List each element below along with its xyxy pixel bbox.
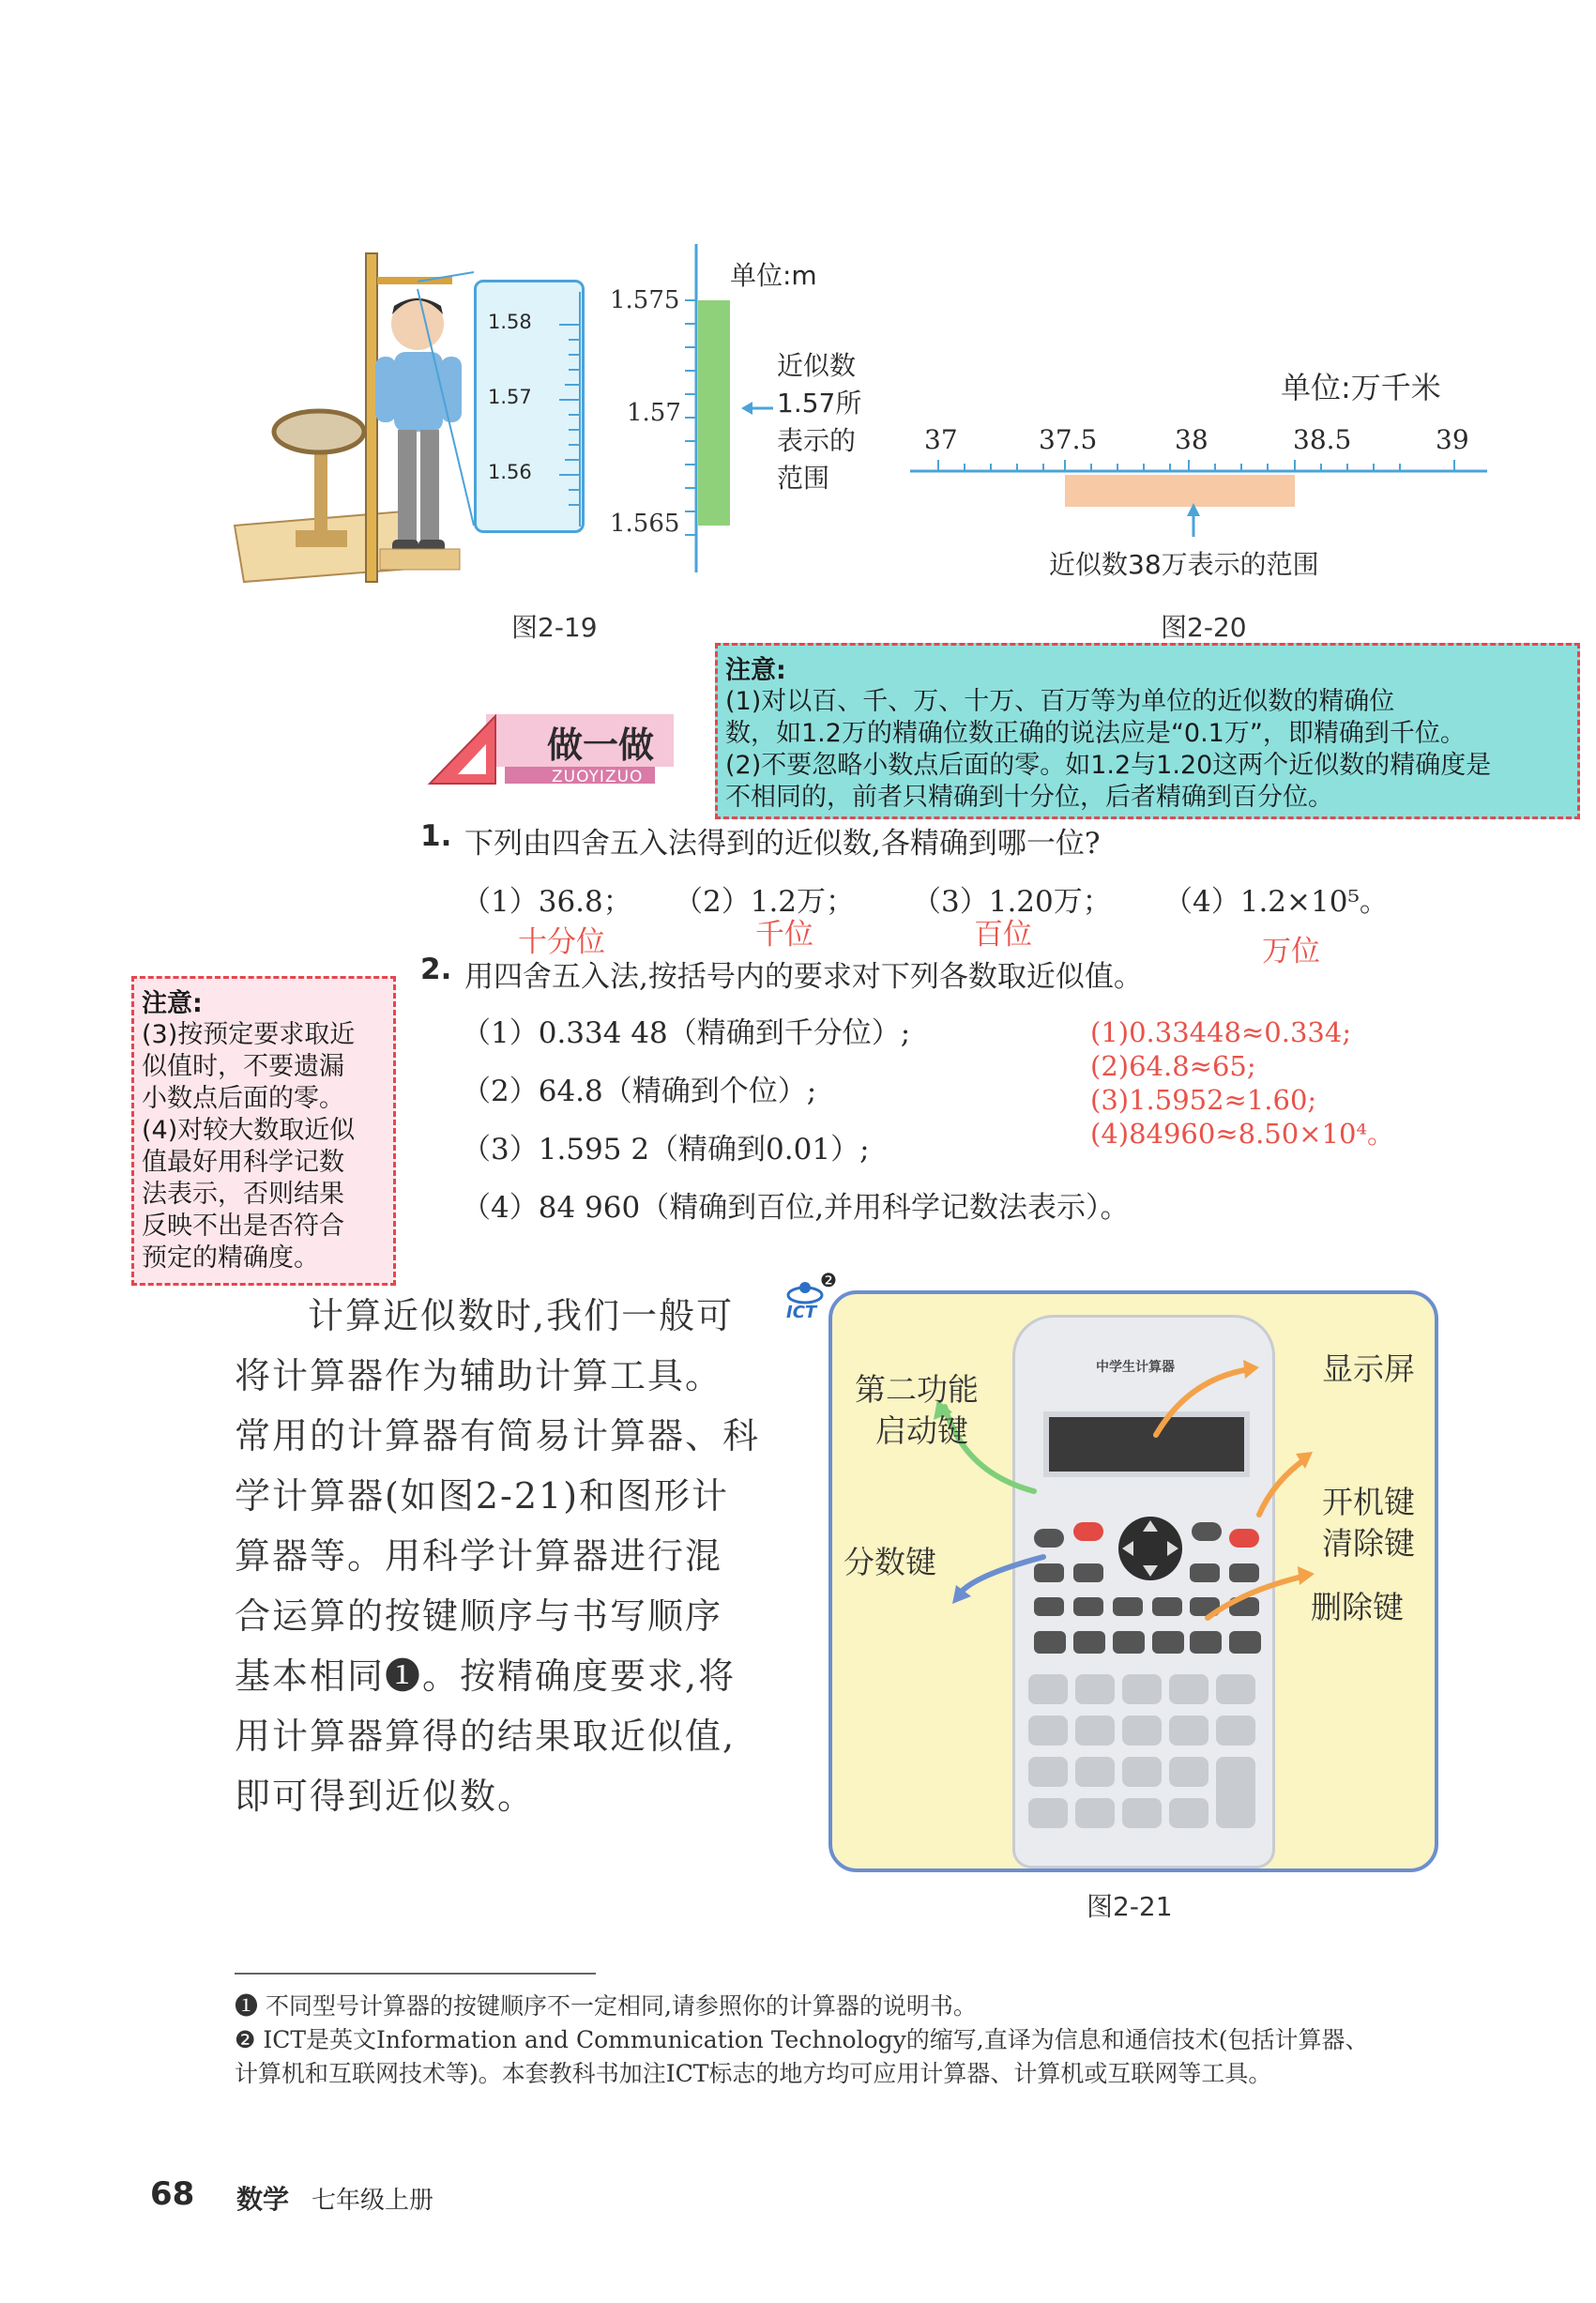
q2-item-4: （4）84 960（精确到百位,并用科学记数法表示）。 [462,1191,1130,1225]
ict-text: ICT [786,1303,817,1322]
q1-number: 1. [420,819,452,853]
fig219-annotation: 近似数 1.57所 表示的 范围 [777,350,862,494]
ruler-label-2: 1.57 [488,386,532,408]
footnote-2: ❷ ICT是英文Information and Communication Technology的缩写,直译为信息和通信技术(包括计算器、 [235,2026,1369,2053]
footnotes [235,1990,1473,2091]
footnote-divider [235,1973,596,1975]
q1-answer-2: 千位 [755,918,813,952]
fig221-caption: 图2-21 [1087,1891,1173,1922]
page-number: 68 [150,2175,195,2213]
scale-label-top: 1.575 [610,286,680,314]
q1-item-4: （4）1.2×10⁵。 [1163,885,1389,919]
q2-answers: (1)0.33448≈0.334; (2)64.8≈65; (3)1.5952≈1.60; (4)84960≈8.50×10⁴。 [1090,1016,1395,1150]
body-paragraph: 计算近似数时,我们一般可 将计算器作为辅助计算工具。 常用的计算器有简易计算器、科 学计算器(如图2-21)和图形计 算器等。用科学计算器进行混 合运算的按键顺序与书写顺序 基本相同❶。按精确度要求,将 用计算器算得的结果取近似值, 即可得到近似数。 [235,1295,761,1817]
note-top-line-1: (1)对以百、千、万、十万、百万等为单位的近似数的精确位 [725,687,1395,716]
note-top [715,643,1580,819]
note-left-title: 注意: [142,989,203,1018]
footnote-1: ❶ 不同型号计算器的按键顺序不一定相同,请参照你的计算器的说明书。 [235,1992,977,2020]
fig219-caption: 图2-19 [511,612,598,643]
vertical-scale [685,244,741,582]
callout-delete: 删除键 [1311,1589,1404,1625]
triangle-ruler-icon [420,709,505,788]
fig220-tick-37: 37 [924,424,958,455]
q1-answer-3: 百位 [974,918,1032,952]
callout-display: 显示屏 [1322,1350,1415,1387]
scale-label-mid: 1.57 [627,399,681,427]
fig220-caption: 图2-20 [1161,612,1247,643]
q2-item-2: （2）64.8（精确到个位）; [462,1075,817,1108]
callout-second-fn: 第二功能 启动键 [855,1371,979,1449]
calculator-brand: 中学生计算器 [1096,1360,1175,1375]
magnified-ruler [474,280,585,533]
ruler-ticks [552,292,584,526]
footnote-2-cont: 计算机和互联网技术等)。本套教科书加注ICT标志的地方均可应用计算器、计算机或互联网等工具。 [235,2060,1272,2087]
note-top-line-2: 数，如1.2万的精确位数正确的说法应是“0.1万”，即精确到千位。 [725,719,1466,748]
ruler-label-3: 1.56 [488,461,532,483]
banner-title: 做一做 [547,724,655,766]
q1-answer-1: 十分位 [518,925,605,959]
fig220-tick-37.5: 37.5 [1039,424,1098,455]
note-top-line-3: (2)不要忽略小数点后面的零。如1.2与1.20这两个近似数的精确度是 [725,751,1492,780]
callout-power: 开机键 清除键 [1322,1484,1415,1562]
note-left: 注意: (3)按预定要求取近 似值时，不要遗漏 小数点后面的零。 (4)对较大数取近似 值最好用科学记数 法表示，否则结果 反映不出是否符合 预定的精确度。 [131,976,396,1286]
q1-item-2: （2）1.2万； [674,885,856,919]
scale-label-bottom: 1.565 [610,510,680,538]
footer-grade: 七年级上册 [312,2187,434,2215]
calculator-figure [828,1290,1438,1872]
footer-subject: 数学 [236,2184,290,2215]
left-arrow-icon [741,399,775,418]
callout-fraction: 分数键 [844,1544,936,1580]
q1-item-3: （3）1.20万； [912,885,1112,919]
fig220-label: 近似数38万表示的范围 [1049,549,1319,580]
note-top-title: 注意: [725,656,786,685]
q1-answer-4: 万位 [1262,935,1320,968]
fig220-tick-39: 39 [1436,424,1469,455]
q2-text: 用四舍五入法,按括号内的要求对下列各数取近似值。 [464,960,1143,994]
note-top-line-4: 不相同的，前者只精确到十分位，后者精确到百分位。 [725,783,1333,812]
q2-item-1: （1）0.334 48（精确到千分位）; [462,1016,911,1050]
ict-marker: ❷ [820,1269,837,1291]
activity-banner [420,709,683,788]
fig220-tick-38.5: 38.5 [1293,424,1352,455]
q2-item-3: （3）1.595 2（精确到0.01）; [462,1133,870,1167]
fig220-tick-38: 38 [1175,424,1208,455]
number-line [910,450,1492,554]
banner-pinyin: ZUOYIZUO [552,768,644,786]
q2-number: 2. [420,953,452,986]
fig220-unit: 单位:万千米 [1281,370,1441,405]
figure-2-19 [225,244,751,601]
ruler-label-1: 1.58 [488,311,532,333]
fig219-unit: 单位:m [730,260,817,291]
q1-item-1: （1）36.8； [462,885,632,919]
q1-text: 下列由四舍五入法得到的近似数,各精确到哪一位? [464,827,1101,861]
